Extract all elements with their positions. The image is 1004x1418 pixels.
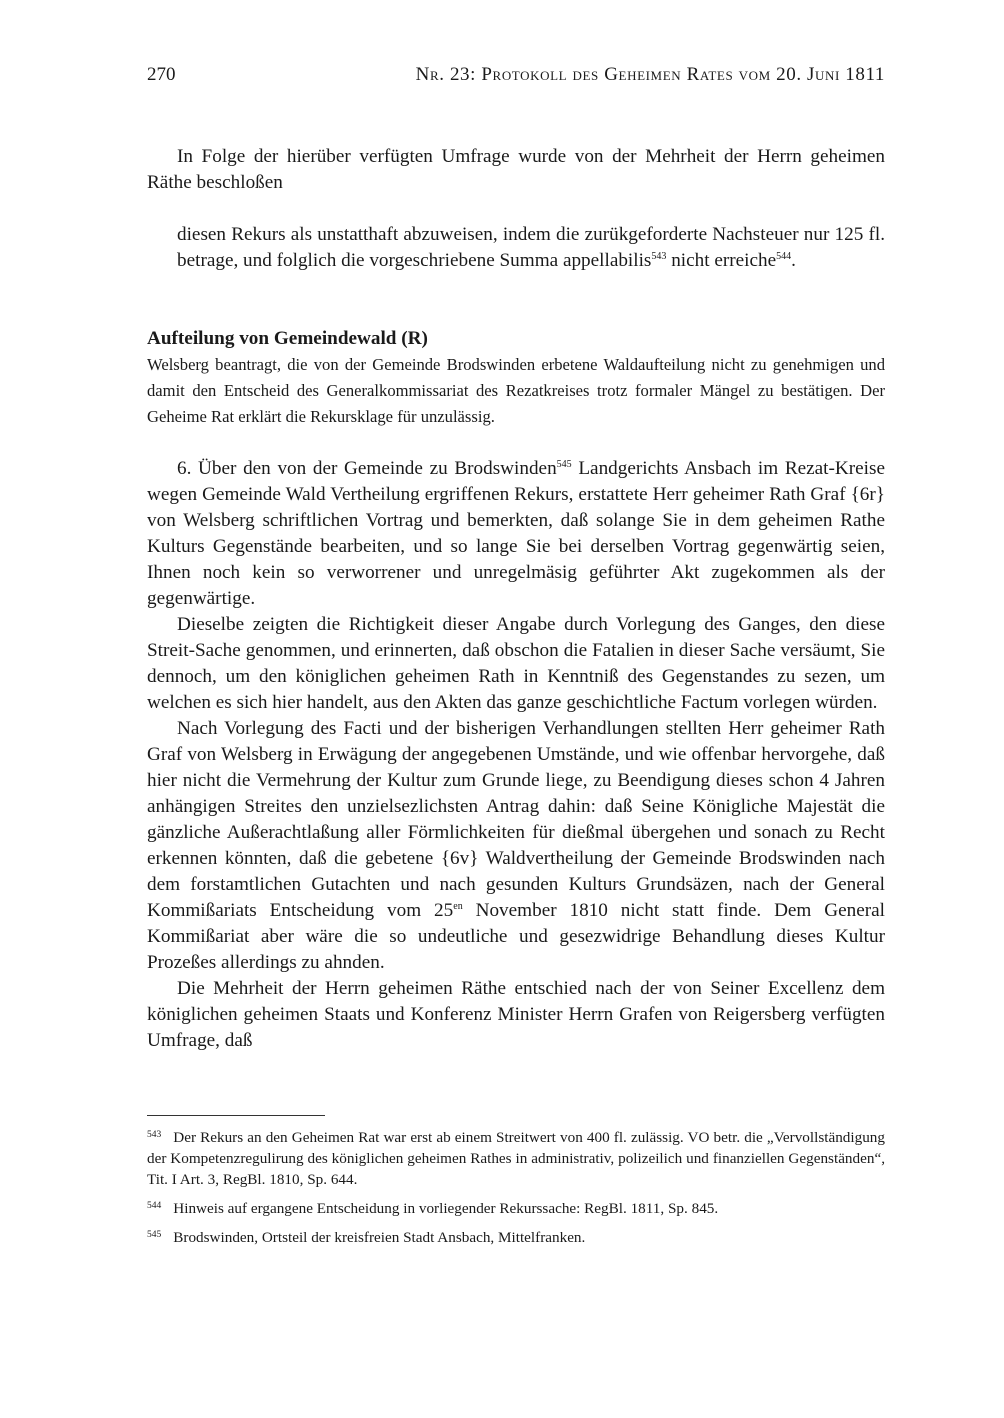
- intro-section: [147, 144, 885, 196]
- main-section: [147, 456, 885, 1054]
- paragraph-text-cont: Landgerichts Ansbach im Rezat-Kreise wegen Gemeinde Wald Vertheilung ergriffenen Rekurs, erstattete Herr geheimer Rath Graf {6r} von Welsberg schriftlichen Vortrag und bemerkten, daß solange Sie in dem geheimen Rathe Kulturs Gegenstände bearbeiten, und so lange Sie bei derselben Vortrag gegenwärtig seien, Ihnen noch kein so verworrener und unregelmäsig geführter Akt zugekommen als der gegenwärtige.: [147, 458, 885, 609]
- decision-text-end: .: [791, 250, 796, 271]
- footnote-543: [147, 1127, 885, 1190]
- footnote-text: Hinweis auf ergangene Entscheidung in vorliegender Rekurssache: RegBl. 1811, Sp. 845.: [173, 1200, 719, 1217]
- running-title: Nr. 23: Protokoll des Geheimen Rates vom 20. Juni 1811: [415, 64, 885, 85]
- main-paragraph-3: [147, 716, 885, 976]
- paragraph-text-cont: November 1810 nicht statt finde. Dem General Kommißariat aber wäre die so undeutliche und gesezwidrige Behandlung dieses Kultur Prozeßes allerdings zu ahnden.: [147, 900, 885, 973]
- footnote-number: 545: [147, 1230, 162, 1240]
- decision-section: [147, 222, 885, 274]
- paragraph-text: Nach Vorlegung des Facti und der bisherigen Verhandlungen stellten Herr geheimer Rath Graf von Welsberg in Erwägung der angegebenen Umstände, und wie offenbar hervorgehe, daß hier nicht die Vermehrung der Kultur zum Grunde liege, zu Beendigung dieses schon 4 Jahren anhängigen Streites den unzielsezlichsten Antrag dahin: daß Seine Königliche Majestät die gänzliche Außerachtlaßung aller Förmlichkeiten für dießmal übergehen und sonach zu Recht erkennen könnten, daß die gebetene {6v} Waldvertheilung der Gemeinde Brodswinden nach dem forstamtlichen Gutachten und nach gesunden Kulturs Grundsäzen, nach der General Kommißariats Entscheidung vom 25: [147, 718, 885, 921]
- page-number: 270: [147, 64, 176, 85]
- footnote-text: Brodswinden, Ortsteil der kreisfreien Stadt Ansbach, Mittelfranken.: [173, 1229, 586, 1246]
- main-paragraph-4: Die Mehrheit der Herrn geheimen Räthe entschied nach der von Seiner Excellenz dem königlichen geheimen Staats und Konferenz Minister Herrn Grafen von Reigersberg verfügten Umfrage, daß: [147, 978, 885, 1051]
- regest-box: [147, 326, 885, 430]
- main-paragraph-2: Dieselbe zeigten die Richtigkeit dieser Angabe durch Vorlegung des Ganges, den diese Streit-Sache genommen, und erinnerten, daß obschon die Fatalien in dieser Sache versäumt, Sie dennoch, um den königlichen geheimen Rath in Kenntniß des Gegenstandes zu sezen, um welchen es sich hier handelt, aus den Akten das ganze geschichtliche Factum vorlegen würden.: [147, 614, 885, 713]
- footnote-number: 543: [147, 1130, 162, 1140]
- superscript-en: en: [453, 901, 463, 912]
- footnote-ref-544[interactable]: 544: [776, 251, 792, 262]
- footnote-545: [147, 1227, 885, 1248]
- footnotes: [147, 1127, 885, 1256]
- footnote-ref-543[interactable]: 543: [651, 251, 667, 262]
- intro-paragraph: In Folge der hierüber verfügten Umfrage wurde von der Mehrheit der Herrn geheimen Räthe beschloßen: [147, 146, 885, 193]
- paragraph-text: 6. Über den von der Gemeinde zu Brodswinden: [177, 458, 557, 479]
- footnote-number: 544: [147, 1201, 162, 1211]
- decision-text-cont: nicht erreiche: [666, 250, 777, 271]
- main-paragraph-1: [147, 456, 885, 612]
- decision-text: diesen Rekurs als unstatthaft abzuweisen, indem die zurükgeforderte Nachsteuer nur 125 fl. betrage, und folglich die vorgeschriebene Summa appellabilis: [177, 224, 885, 271]
- section-summary: Welsberg beantragt, die von der Gemeinde Brodswinden erbetene Waldaufteilung nicht zu genehmigen und damit den Entscheid des Generalkommissariat des Rezatkreises trotz formaler Mängel zu bestätigen. Der Geheime Rat erklärt die Rekursklage für unzulässig.: [147, 355, 885, 426]
- footnote-ref-545[interactable]: 545: [556, 459, 572, 470]
- decision-paragraph: [147, 222, 885, 274]
- footnote-544: [147, 1198, 885, 1219]
- footnote-text: Der Rekurs an den Geheimen Rat war erst ab einem Streitwert von 400 fl. zulässig. VO betr. die „Vervollständigung der Kompetenzregulirung des königlichen geheimen Rathes in administrativ, polizeilich und finanziellen Gegenständen“, Tit. I Art. 3, RegBl. 1810, Sp. 644.: [147, 1129, 885, 1188]
- footnote-divider: [147, 1115, 325, 1116]
- section-title: Aufteilung von Gemeindewald (R): [147, 328, 428, 349]
